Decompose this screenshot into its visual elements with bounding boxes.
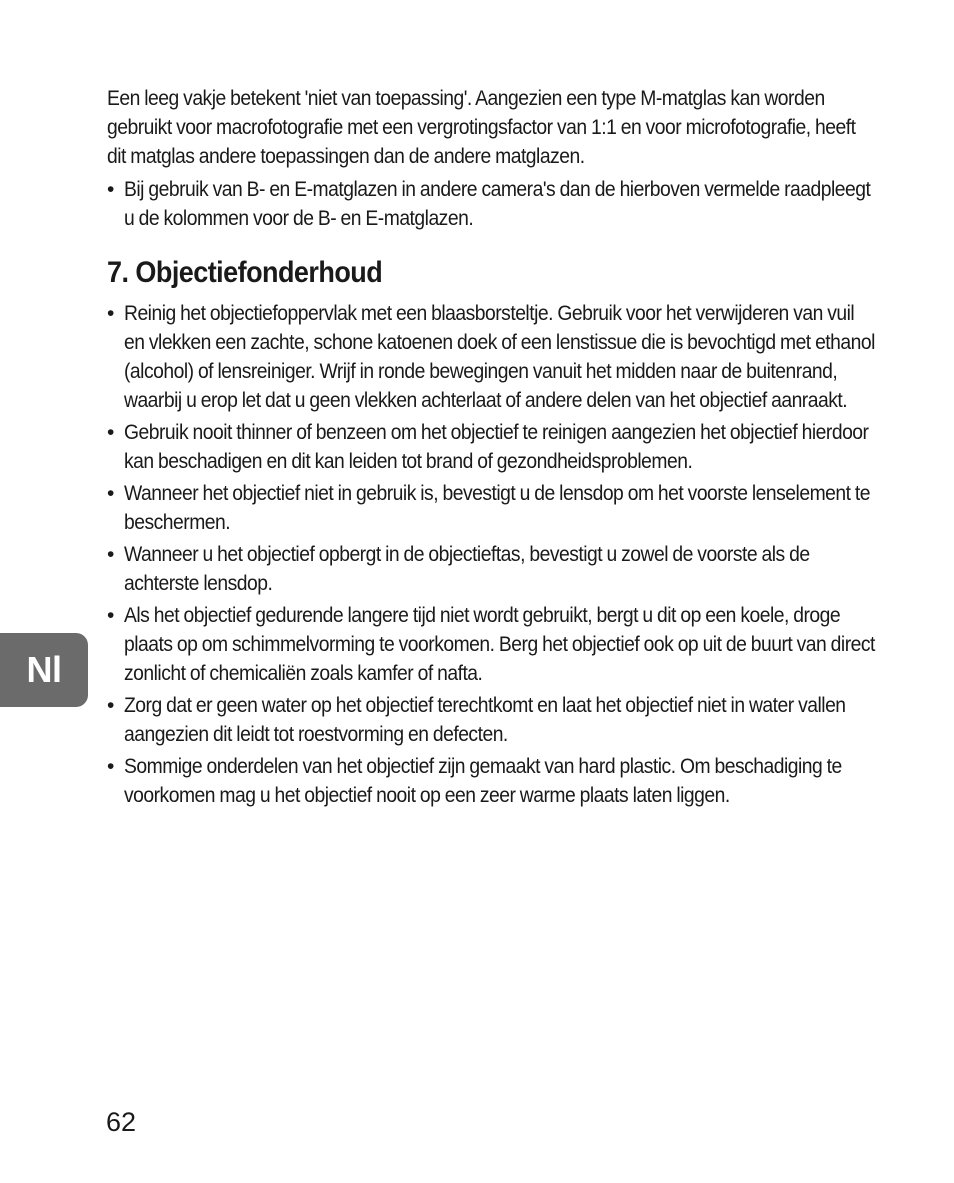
bullet-icon: • bbox=[107, 482, 114, 505]
intro-paragraph: Een leeg vakje betekent 'niet van toepassing'. Aangezien een type M-matglas kan worden gebruikt voor macrofotografie met een vergrotingsfactor van 1:1 en voor microfotografie, heeft dit matglas andere toepassingen dan de andere matglazen. bbox=[107, 87, 856, 168]
list-item bbox=[107, 175, 877, 233]
list-item-text: Sommige onderdelen van het objectief zijn gemaakt van hard plastic. Om beschadiging te voorkomen mag u het objectief nooit op een zeer warme plaats laten liggen. bbox=[124, 755, 842, 807]
bullet-icon: • bbox=[107, 178, 114, 201]
list-item-text: Reinig het objectiefoppervlak met een blaasborsteltje. Gebruik voor het verwijderen van vuil en vlekken een zachte, schone katoenen doek of een lenstissue die is bevochtigd met ethanol (alcohol) of lensreiniger. Wrijf in ronde bewegingen vanuit het midden naar de buitenrand, waarbij u erop let dat u geen vlekken achterlaat of andere delen van het objectief aanraakt. bbox=[124, 302, 875, 412]
bullet-icon: • bbox=[107, 302, 114, 325]
page-content bbox=[107, 84, 877, 813]
list-item-text: Gebruik nooit thinner of benzeen om het objectief te reinigen aangezien het objectief hierdoor kan beschadigen en dit kan leiden tot brand of gezondheidsproblemen. bbox=[124, 421, 869, 473]
list-item-text: Wanneer u het objectief opbergt in de objectieftas, bevestigt u zowel de voorste als de achterste lensdop. bbox=[124, 543, 810, 595]
list-item bbox=[107, 752, 877, 810]
list-item bbox=[107, 418, 877, 476]
list-item-text: Zorg dat er geen water op het objectief terechtkomt en laat het objectief niet in water vallen aangezien dit leidt tot roestvorming en defecten. bbox=[124, 694, 846, 746]
language-tab: Nl bbox=[0, 633, 88, 707]
list-item bbox=[107, 691, 877, 749]
bullet-icon: • bbox=[107, 543, 114, 566]
section-title: 7. Objectiefonderhoud bbox=[107, 256, 383, 289]
list-item-text: Wanneer het objectief niet in gebruik is, bevestigt u de lensdop om het voorste lenselement te beschermen. bbox=[124, 482, 871, 534]
bullet-icon: • bbox=[107, 694, 114, 717]
list-item-text: Bij gebruik van B- en E-matglazen in andere camera's dan de hierboven vermelde raadpleegt u de kolommen voor de B- en E-matglazen. bbox=[124, 178, 871, 230]
list-item-text: Als het objectief gedurende langere tijd niet wordt gebruikt, bergt u dit op een koele, droge plaats op om schimmelvorming te voorkomen. Berg het objectief ook op uit de buurt van direct zonlicht of chemicaliën zoals kamfer of nafta. bbox=[124, 604, 875, 685]
page-number: 62 bbox=[106, 1107, 137, 1137]
list-item bbox=[107, 479, 877, 537]
bullet-icon: • bbox=[107, 421, 114, 444]
bullet-icon: • bbox=[107, 755, 114, 778]
list-item bbox=[107, 601, 877, 688]
list-item bbox=[107, 540, 877, 598]
list-item bbox=[107, 299, 877, 415]
bullet-icon: • bbox=[107, 604, 114, 627]
intro-bullet-list bbox=[107, 175, 877, 233]
section-bullet-list bbox=[107, 299, 877, 810]
